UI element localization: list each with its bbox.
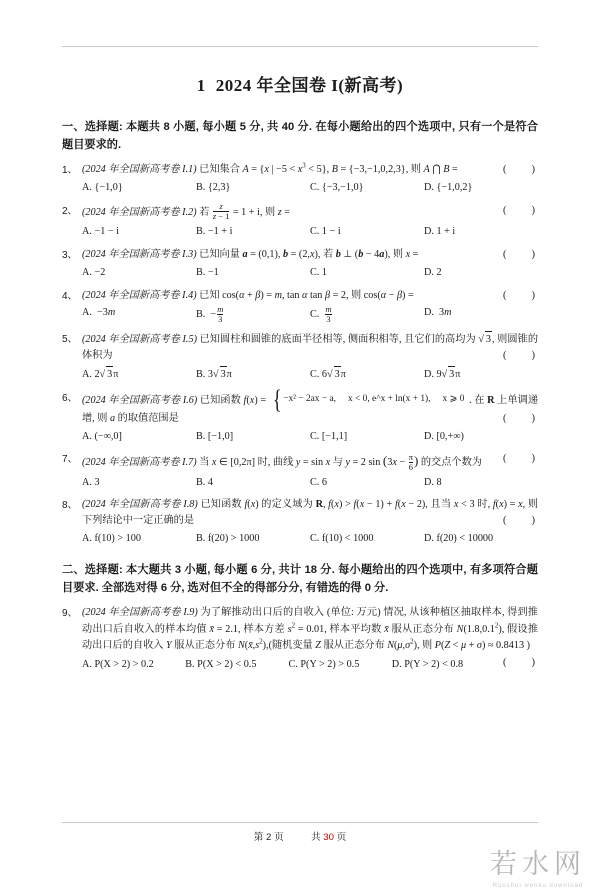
option[interactable]: B. f(20) > 1000	[196, 533, 260, 544]
page-footer	[62, 822, 538, 843]
case-condition: x ⩾ 0	[442, 394, 465, 405]
question-number: 1、	[62, 165, 78, 177]
option[interactable]: C. 6	[310, 476, 327, 488]
watermark-text: 若水网	[490, 849, 586, 880]
answer-blank[interactable]: ( )	[503, 412, 538, 424]
total-prefix: 共	[311, 832, 321, 843]
option[interactable]: C. $\frac{m}{3}$	[310, 304, 332, 324]
question-number: 8、	[62, 500, 78, 512]
option[interactable]: D. 2	[424, 266, 442, 278]
option[interactable]: B. 3√ 3π	[196, 366, 310, 383]
footer-divider	[62, 822, 538, 823]
page-suffix: 页	[274, 832, 284, 843]
question-stem: ( ) (2024 年全国新高考卷 I.3) 已知向量 a = (0,1), b = (2,x), 若 b ⊥ (b − 4a), 则 x =	[82, 247, 538, 263]
option[interactable]: C. f(10) < 1000	[310, 533, 374, 544]
question-options	[82, 224, 538, 240]
option[interactable]: D. 9√ 3π	[424, 366, 538, 383]
option[interactable]: A. (−∞,0]	[82, 430, 122, 442]
answer-blank[interactable]: ( )	[503, 453, 538, 465]
question-item	[62, 497, 538, 546]
option[interactable]: A. P(X > 2) > 0.2	[82, 658, 154, 670]
question-stem: (2024 年全国新高考卷 I.6) 已知函数 f(x) = { −x² − 2ax − a, x < 0, e^x + ln(x + 1), x ⩾ 0 . 在 R 上单调递增, 则 a 的取值范围是 ( )	[82, 390, 538, 427]
question-number: 9、	[62, 608, 78, 620]
option[interactable]: B. [−1,0]	[196, 430, 234, 442]
title-number: 1	[196, 76, 206, 95]
answer-blank[interactable]: ( )	[503, 515, 538, 527]
question-source: (2024 年全国新高考卷 I.2)	[82, 206, 197, 218]
question-item	[62, 451, 538, 490]
question-item	[62, 384, 539, 444]
option[interactable]: C. {−3,−1,0}	[310, 182, 364, 194]
document-page	[0, 46, 600, 895]
option[interactable]: D. f(20) < 10000	[424, 533, 494, 544]
option[interactable]: D. P(Y > 2) < 0.8	[391, 658, 464, 670]
left-brace-icon: {	[272, 384, 282, 414]
page-total: 30	[323, 832, 334, 843]
option[interactable]: A. −2	[82, 266, 106, 278]
option[interactable]: A. {−1,0}	[82, 182, 123, 194]
watermark-subtext: Ruoshui wenku download	[492, 883, 584, 889]
answer-blank[interactable]: ( )	[503, 289, 538, 301]
option[interactable]: B. {2,3}	[196, 182, 231, 194]
answer-blank[interactable]: ( )	[503, 350, 538, 362]
question-number: 4、	[62, 290, 78, 302]
option[interactable]: B. −1 + i	[196, 226, 233, 238]
question-source: (2024 年全国新高考卷 I.7)	[82, 457, 197, 469]
answer-blank[interactable]: ( )	[503, 164, 538, 176]
option[interactable]: A. 2√ 3π	[82, 366, 196, 383]
question-item	[62, 288, 538, 325]
case-expression: −x² − 2ax − a,	[283, 394, 336, 405]
question-stem: ( ) (2024 年全国新高考卷 I.4) 已知 cos(α + β) = m, tan α tan β = 2, 则 cos(α − β) =	[82, 288, 538, 304]
case-condition: x < 0,	[347, 394, 370, 405]
question-options	[82, 657, 495, 673]
case-expression: e^x + ln(x + 1),	[372, 394, 431, 405]
question-stem: (2024 年全国新高考卷 I.8) 已知函数 f(x) 的定义域为 R, f(x) > f(x − 1) + f(x − 2), 且当 x < 3 时, f(x) = x, 则下列结论中一定正确的是 ( )	[82, 497, 538, 529]
question-stem: (2024 年全国新高考卷 I.5) 已知圆柱和圆锥的底面半径相等, 侧面积相等, 且它们的高均为 √ 3, 则圆锥的体积为 ( )	[82, 331, 538, 364]
answer-blank[interactable]: ( )	[503, 248, 538, 260]
option[interactable]: B. − $\frac{m}{3}$	[196, 304, 224, 324]
watermark	[490, 842, 586, 889]
option[interactable]: C. 6√ 3π	[310, 366, 424, 383]
title-text: 2024 年全国卷 I(新高考)	[215, 76, 404, 95]
question-options	[82, 531, 538, 547]
question-number: 5、	[62, 334, 78, 346]
option[interactable]: C. 1	[310, 266, 327, 278]
option[interactable]: B. −1	[196, 266, 219, 278]
option[interactable]: D. {−1,0,2}	[424, 182, 473, 194]
question-options	[82, 180, 538, 196]
question-source: (2024 年全国新高考卷 I.3)	[82, 248, 197, 260]
question-source: (2024 年全国新高考卷 I.9)	[82, 607, 198, 619]
option[interactable]: C. P(Y > 2) > 0.5	[288, 658, 360, 670]
question-options	[82, 429, 538, 445]
page-current: 2	[266, 832, 272, 843]
question-options	[82, 475, 538, 491]
question-item	[62, 203, 538, 240]
question-stem: ( ) (2024 年全国新高考卷 I.1) 已知集合 A = {x | $-5 < x^3 < 5$}, B = {−3,−1,0,2,3}, 则 A ⋂ B =	[82, 162, 538, 178]
question-number: 2、	[62, 205, 78, 217]
option[interactable]: A. −3m	[82, 307, 116, 319]
header-divider	[62, 46, 538, 47]
question-stem: (2024 年全国新高考卷 I.9) 为了解推动出口后的自收入 (单位: 万元) 情况, 从该种植区抽取样本, 得到推动出口后自收入的样本均值 x̄ = 2.1, 样本方差 $s^2 = 0.01$, 样本平均数 x̄ 服从正态分布 N(1.8,0.1$^2$), 假设推动出口后的自收入 Y 服从正态分布 $N(x̄,s^2)$,(随机变量 Z 服从正态分布 $N(\mu,\sigma^2)$, 则 P(Z < μ + σ) ≈ 0.8413 ) ( )	[82, 605, 538, 655]
option[interactable]: C. 1 − i	[310, 226, 341, 238]
question-options	[82, 265, 538, 281]
question-number: 7、	[62, 454, 78, 466]
page-prefix: 第	[253, 832, 264, 843]
option[interactable]: A. 3	[82, 476, 100, 488]
option[interactable]: B. P(X > 2) < 0.5	[185, 658, 257, 670]
section-heading-2: 二、选择题: 本大题共 3 小题, 每小题 6 分, 共计 18 分. 每小题给出的四个选项中, 有多项符合题目要求. 全部选对得 6 分, 选对但不全的得部分分, 有错选的得 0 分.	[62, 563, 538, 594]
question-source: (2024 年全国新高考卷 I.5)	[82, 334, 197, 346]
question-item	[62, 247, 538, 281]
question-stem: (2024 年全国新高考卷 I.7) 当 x ∈ [0,2π] 时, 曲线 y = sin x 与 y = 2 sin (3x − $\frac{\pi}{6}$ ) 的交点个数为 ( )	[82, 452, 538, 472]
option[interactable]: D. [0,+∞)	[424, 430, 464, 442]
option[interactable]: D. 1 + i	[424, 226, 456, 238]
question-number: 3、	[62, 249, 78, 261]
option[interactable]: B. 4	[196, 476, 213, 488]
answer-blank[interactable]: ( )	[503, 656, 538, 668]
question-options	[82, 305, 538, 324]
section-heading-1: 一、选择题: 本题共 8 小题, 每小题 5 分, 共 40 分. 在每小题给出的四个选项中, 只有一个是符合题目要求的.	[62, 121, 538, 152]
total-suffix: 页	[336, 832, 347, 843]
option[interactable]: D. 3m	[424, 307, 452, 319]
question-stem: ( ) (2024 年全国新高考卷 I.2) 若 $\frac{z}{z - 1}$ = 1 + i, 则 z =	[82, 202, 538, 222]
question-number: 6、	[62, 392, 78, 404]
option[interactable]: C. [−1,1]	[310, 430, 348, 442]
question-source: (2024 年全国新高考卷 I.1)	[82, 164, 197, 176]
option[interactable]: A. −1 − i	[82, 226, 119, 238]
option[interactable]: D. 8	[424, 476, 442, 488]
question-source: (2024 年全国新高考卷 I.6)	[82, 394, 198, 406]
question-options	[82, 366, 538, 383]
question-item	[62, 605, 538, 672]
question-item	[62, 331, 538, 382]
question-item	[62, 162, 538, 196]
question-source: (2024 年全国新高考卷 I.8)	[82, 499, 198, 511]
piecewise-function	[271, 384, 465, 414]
page-title	[62, 71, 538, 96]
answer-blank[interactable]: ( )	[503, 204, 538, 216]
question-source: (2024 年全国新高考卷 I.4)	[82, 289, 197, 301]
page-indicator	[62, 829, 538, 843]
option[interactable]: A. f(10) > 100	[82, 533, 141, 544]
